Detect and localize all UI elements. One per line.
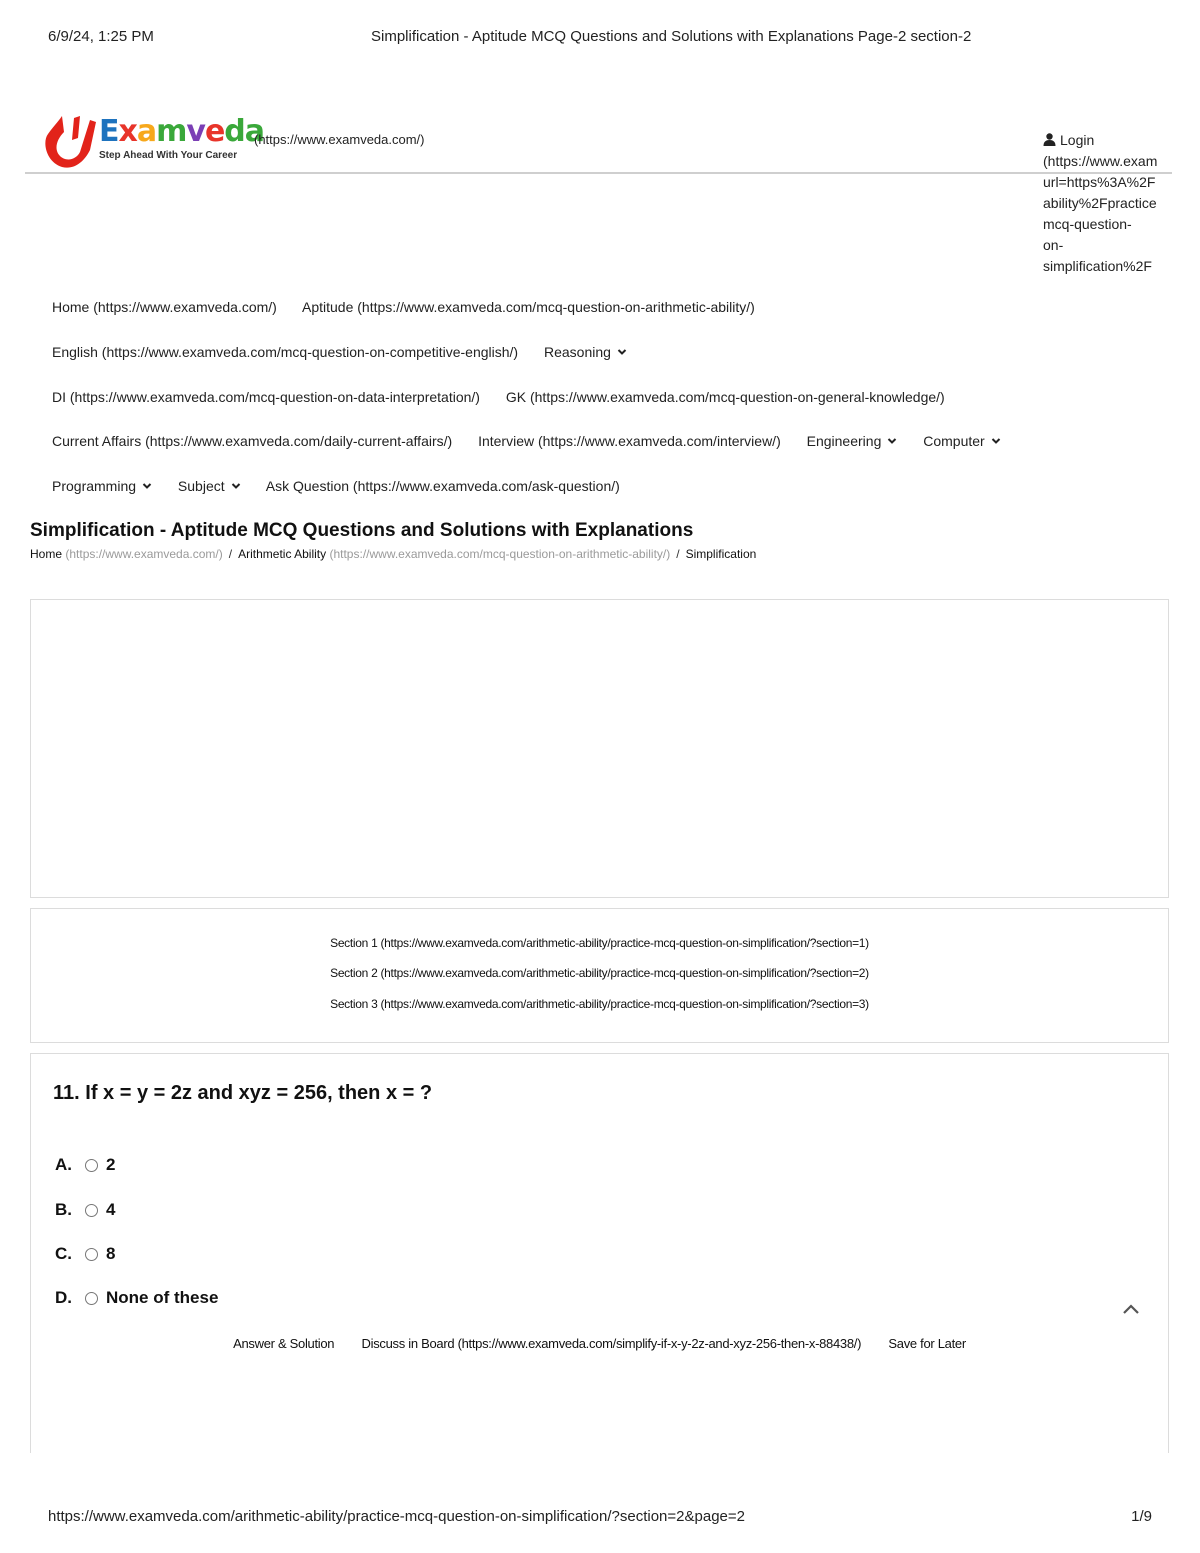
nav-label-reasoning: Reasoning	[543, 344, 611, 360]
breadcrumb-separator: /	[676, 547, 680, 561]
option-letter: C.	[55, 1244, 72, 1263]
nav-label-computer: Computer	[923, 433, 985, 449]
user-icon	[1043, 133, 1056, 146]
print-header	[48, 28, 1152, 48]
option-text: None of these	[106, 1288, 219, 1307]
chevron-down-icon	[142, 481, 152, 491]
print-datetime: 6/9/24, 1:25 PM	[48, 28, 154, 45]
breadcrumb-home[interactable]: Home	[30, 547, 63, 561]
option-text: 2	[106, 1155, 116, 1174]
chevron-down-icon	[991, 436, 1001, 446]
breadcrumb-separator: /	[228, 547, 233, 561]
nav-row-1	[52, 299, 777, 315]
examveda-logo-icon[interactable]	[40, 112, 100, 170]
brand-letter: v	[186, 114, 205, 149]
section-link-1[interactable]: Section 1 (https://www.examveda.com/arithmetic-ability/practice-mcq-question-on-simplification/?section=1)	[330, 936, 869, 950]
nav-row-3	[52, 389, 967, 405]
login-url-line: (https://www.exam	[1043, 153, 1158, 169]
scroll-to-top-icon[interactable]	[1122, 1302, 1140, 1316]
nav-item-computer[interactable]	[923, 433, 1000, 449]
login-url-line: ability%2Fpractice	[1043, 195, 1157, 211]
site-header	[25, 110, 1172, 174]
page-title: Simplification - Aptitude MCQ Questions and Solutions with Explanations	[30, 520, 694, 541]
nav-label-programming: Programming	[52, 478, 137, 494]
question-actions	[31, 1336, 1168, 1351]
breadcrumb-arithmetic-url: (https://www.examveda.com/mcq-question-on-arithmetic-ability/)	[329, 547, 671, 561]
nav-item-english[interactable]: English (https://www.examveda.com/mcq-question-on-competitive-english/)	[52, 344, 519, 360]
brand-url[interactable]: (https://www.examveda.com/)	[254, 132, 425, 147]
login-link[interactable]	[1043, 130, 1173, 277]
option-b[interactable]	[55, 1200, 115, 1220]
breadcrumb-home-url: (https://www.examveda.com/)	[65, 547, 223, 561]
nav-item-di[interactable]: DI (https://www.examveda.com/mcq-question-on-data-interpretation/)	[52, 389, 480, 405]
nav-item-home[interactable]: Home (https://www.examveda.com/)	[52, 299, 277, 315]
nav-item-interview[interactable]: Interview (https://www.examveda.com/interview/)	[478, 433, 781, 449]
option-d[interactable]	[55, 1288, 218, 1308]
nav-item-engineering[interactable]	[807, 433, 898, 449]
chevron-down-icon	[617, 347, 627, 357]
option-text: 4	[106, 1200, 116, 1219]
nav-item-ask-question[interactable]: Ask Question (https://www.examveda.com/ask-question/)	[265, 478, 620, 494]
brand-tagline: Step Ahead With Your Career	[99, 150, 238, 161]
nav-item-current-affairs[interactable]: Current Affairs (https://www.examveda.com/daily-current-affairs/)	[52, 433, 453, 449]
question-card	[30, 1053, 1169, 1453]
chevron-down-icon	[887, 436, 897, 446]
print-title: Simplification - Aptitude MCQ Questions and Solutions with Explanations Page-2 section-2	[371, 28, 972, 45]
nav-item-aptitude[interactable]: Aptitude (https://www.examveda.com/mcq-question-on-arithmetic-ability/)	[301, 299, 755, 315]
print-footer	[48, 1508, 1152, 1528]
answer-solution-button[interactable]: Answer & Solution	[233, 1336, 335, 1351]
nav-item-programming[interactable]	[52, 478, 152, 494]
print-url: https://www.examveda.com/arithmetic-ability/practice-mcq-question-on-simplification/?section=2&page=2	[48, 1508, 745, 1525]
brand-letter: a	[136, 114, 157, 149]
nav-label-subject: Subject	[177, 478, 225, 494]
print-page-number: 1/9	[1131, 1508, 1152, 1525]
section-link-2[interactable]: Section 2 (https://www.examveda.com/arithmetic-ability/practice-mcq-question-on-simplification/?section=2)	[330, 966, 869, 980]
option-text: 8	[106, 1244, 116, 1263]
nav-item-gk[interactable]: GK (https://www.examveda.com/mcq-question-on-general-knowledge/)	[505, 389, 945, 405]
chevron-down-icon	[231, 481, 241, 491]
section-link-3[interactable]: Section 3 (https://www.examveda.com/arithmetic-ability/practice-mcq-question-on-simplification/?section=3)	[330, 997, 869, 1011]
option-letter: A.	[55, 1155, 72, 1174]
login-url-line: mcq-question-	[1043, 216, 1132, 232]
nav-item-subject[interactable]	[178, 478, 241, 494]
breadcrumb-current: Simplification	[685, 547, 757, 561]
nav-item-reasoning[interactable]	[544, 344, 627, 360]
brand-name[interactable]	[99, 116, 264, 148]
brand-letter: x	[118, 114, 137, 149]
login-url-line: url=https%3A%2F	[1043, 174, 1156, 190]
breadcrumb-arithmetic[interactable]: Arithmetic Ability	[238, 547, 327, 561]
option-a[interactable]	[55, 1155, 115, 1175]
nav-row-2	[52, 344, 649, 360]
ad-placeholder	[30, 599, 1169, 898]
login-label[interactable]: Login	[1060, 132, 1095, 148]
brand-letter: e	[204, 114, 225, 149]
brand-letter: da	[224, 114, 265, 149]
nav-row-5	[52, 478, 642, 494]
option-radio[interactable]	[85, 1292, 98, 1305]
option-radio[interactable]	[85, 1248, 98, 1261]
option-c[interactable]	[55, 1244, 115, 1264]
brand-letter: m	[156, 114, 187, 149]
option-radio[interactable]	[85, 1204, 98, 1217]
option-letter: D.	[55, 1288, 72, 1307]
breadcrumb	[30, 547, 756, 561]
login-url-line: on-	[1043, 237, 1064, 253]
question-title: 11. If x = y = 2z and xyz = 256, then x = ?	[53, 1082, 433, 1104]
login-url-line: simplification%2F	[1043, 258, 1152, 274]
nav-label-engineering: Engineering	[806, 433, 882, 449]
option-letter: B.	[55, 1200, 72, 1219]
sections-box	[30, 908, 1169, 1043]
discuss-board-link[interactable]: Discuss in Board (https://www.examveda.com/simplify-if-x-y-2z-and-xyz-256-then-x-88438/)	[361, 1336, 862, 1351]
brand-letter: E	[99, 114, 119, 149]
option-radio[interactable]	[85, 1159, 98, 1172]
nav-row-4	[52, 433, 1023, 449]
save-for-later-button[interactable]: Save for Later	[888, 1336, 966, 1351]
